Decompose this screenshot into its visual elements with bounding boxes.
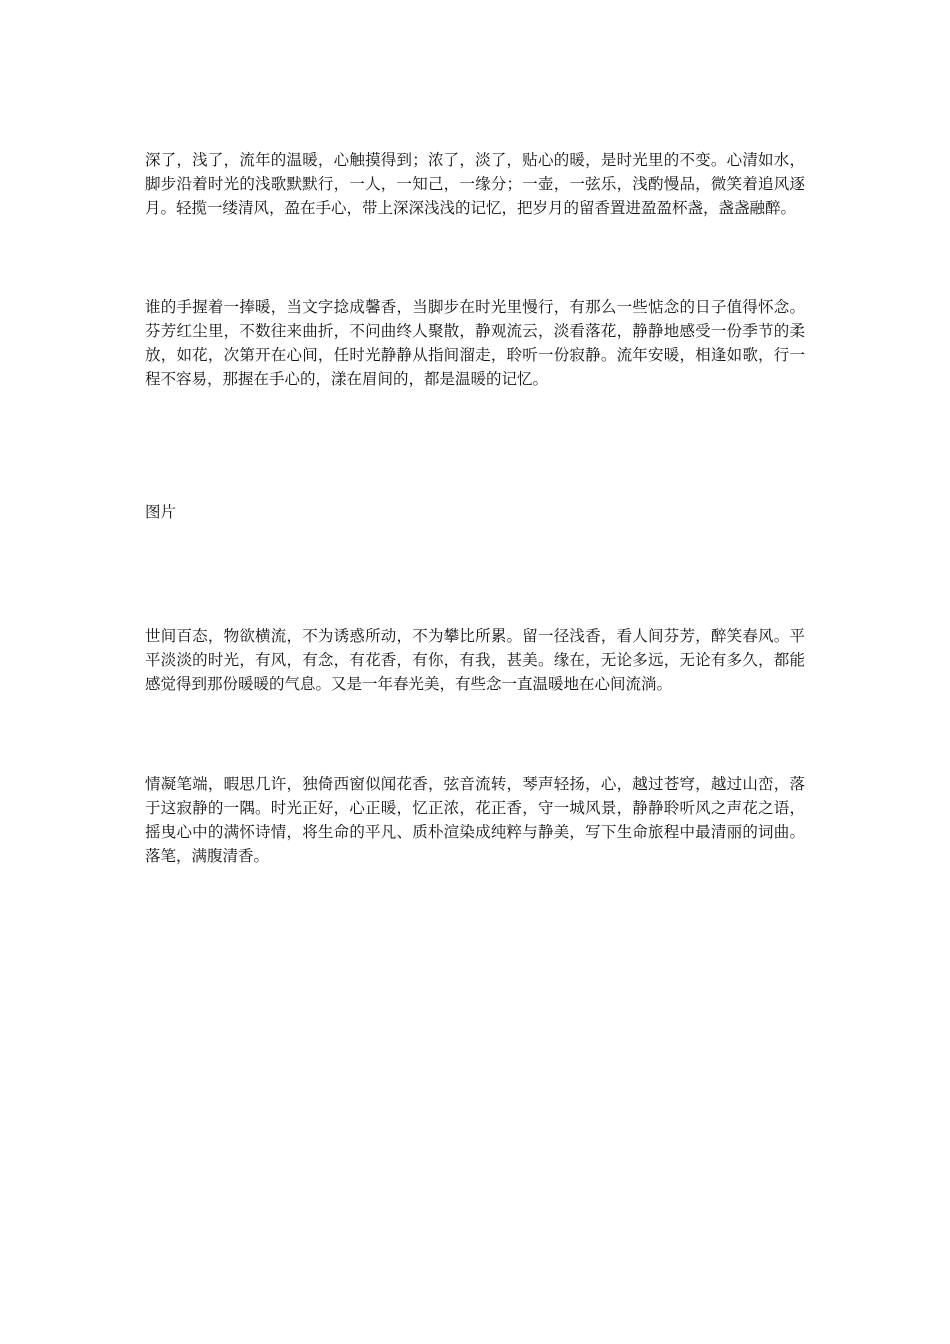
- paragraph-2: 谁的手握着一捧暖，当文字捻成馨香，当脚步在时光里慢行，有那么一些惦念的日子值得怀念。芬芳红尘里，不数往来曲折，不问曲终人聚散，静观流云，淡看落花，静静地感受一份季节的柔放，如花，次第开在心间，任时光静静从指间溜走，聆听一份寂静。流年安暖，相逢如歌，行一程不容易，那握在手心的，漾在眉间的，都是温暖的记忆。: [145, 298, 805, 388]
- paragraph-4: 情凝笔端，暇思几许，独倚西窗似闻花香，弦音流转，琴声轻扬，心，越过苍穹，越过山峦，落于这寂静的一隅。时光正好，心正暖，忆正浓，花正香，守一城风景，静静聆听风之声花之语，摇曳心中的满怀诗情，将生命的平凡、质朴渲染成纯粹与静美，写下生命旅程中最清丽的词曲。落笔，满腹清香。: [145, 775, 805, 865]
- paragraph-1: 深了，浅了，流年的温暖，心触摸得到；浓了，淡了，贴心的暖，是时光里的不变。心清如水，脚步沿着时光的浅歌默默行，一人，一知己，一缘分；一壶，一弦乐，浅酌慢品，微笑着追风逐月。轻揽一缕清风，盈在手心，带上深深浅浅的记忆，把岁月的留香置进盈盈杯盏，盏盏融醉。: [145, 151, 805, 217]
- image-placeholder-label: 图片: [145, 503, 177, 521]
- paragraph-3: 世间百态，物欲横流，不为诱惑所动，不为攀比所累。留一径浅香，看人间芬芳，醉笑春风。平平淡淡的时光，有风，有念，有花香，有你，有我，甚美。缘在，无论多远，无论有多久，都能感觉得到那份暖暖的气息。又是一年春光美，有些念一直温暖地在心间流淌。: [145, 627, 805, 693]
